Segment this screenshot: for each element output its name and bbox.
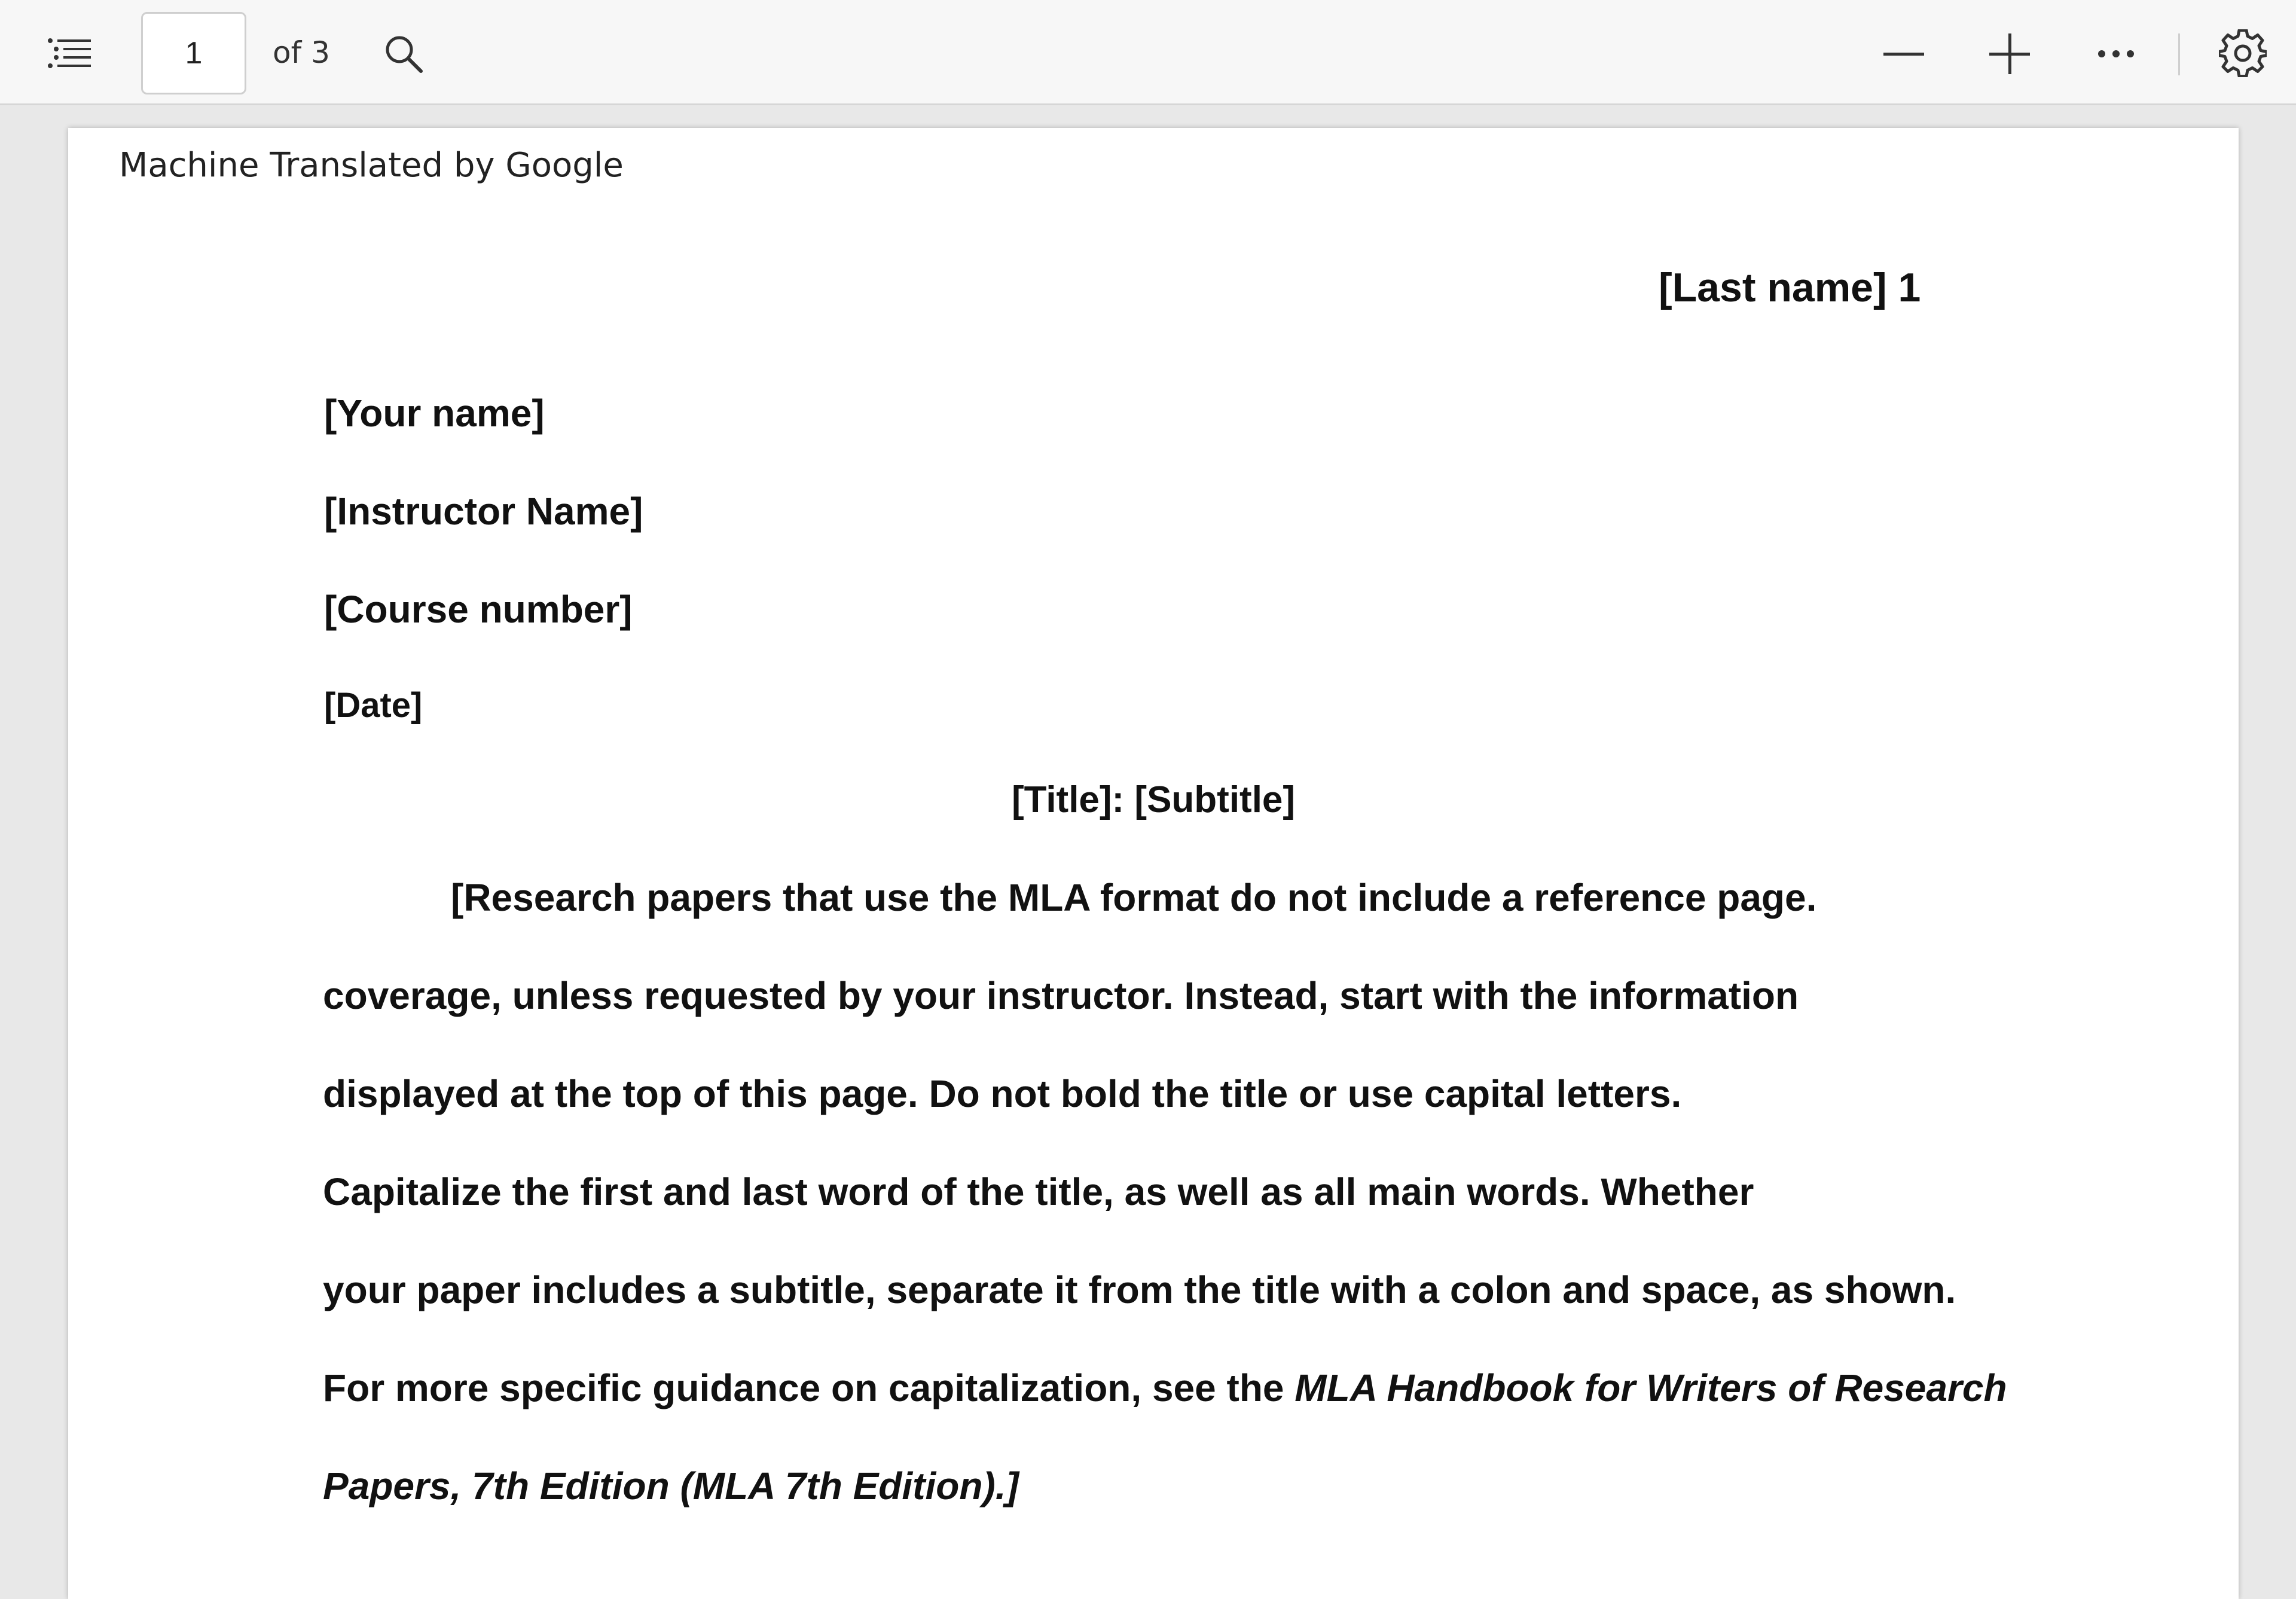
machine-translation-banner: Machine Translated by Google	[119, 146, 624, 185]
document-title: [Title]: [Subtitle]	[1011, 779, 1296, 820]
body-line	[323, 1366, 2007, 1410]
page-total-label: of 3	[273, 35, 330, 70]
pdf-toolbar	[0, 0, 2296, 105]
contents-icon[interactable]	[39, 29, 99, 77]
running-header: [Last name] 1	[1659, 265, 1921, 310]
heading-course-number: [Course number]	[324, 588, 633, 631]
heading-instructor-name: [Instructor Name]	[324, 490, 643, 533]
search-icon[interactable]	[377, 30, 430, 78]
body-line: Capitalize the first and last word of the title, as well as all main words. Whether	[323, 1170, 1754, 1213]
heading-your-name: [Your name]	[324, 392, 545, 435]
page-number-input[interactable]: 1	[141, 12, 246, 94]
settings-icon[interactable]	[2216, 26, 2270, 80]
toolbar-divider	[2178, 33, 2180, 75]
body-line-text: For more specific guidance on capitalization, see the	[323, 1366, 1295, 1409]
body-line: [Research papers that use the MLA format do not include a reference page.	[451, 876, 1817, 919]
book-title-italic-continued: Papers, 7th Edition (MLA 7th Edition).]	[323, 1464, 1019, 1508]
body-line: coverage, unless requested by your instructor. Instead, start with the information	[323, 974, 1799, 1017]
body-line: your paper includes a subtitle, separate it from the title with a colon and space, as shown.	[323, 1268, 1956, 1311]
document-viewer[interactable]	[0, 105, 2296, 1568]
body-line: displayed at the top of this page. Do not bold the title or use capital letters.	[323, 1072, 1682, 1115]
zoom-in-icon[interactable]	[1983, 30, 2037, 78]
more-icon[interactable]	[2089, 30, 2143, 78]
heading-date: [Date]	[324, 686, 423, 725]
zoom-out-icon[interactable]	[1877, 30, 1931, 78]
pdf-page	[68, 128, 2239, 1599]
book-title-italic: MLA Handbook for Writers of Research	[1294, 1366, 2007, 1409]
